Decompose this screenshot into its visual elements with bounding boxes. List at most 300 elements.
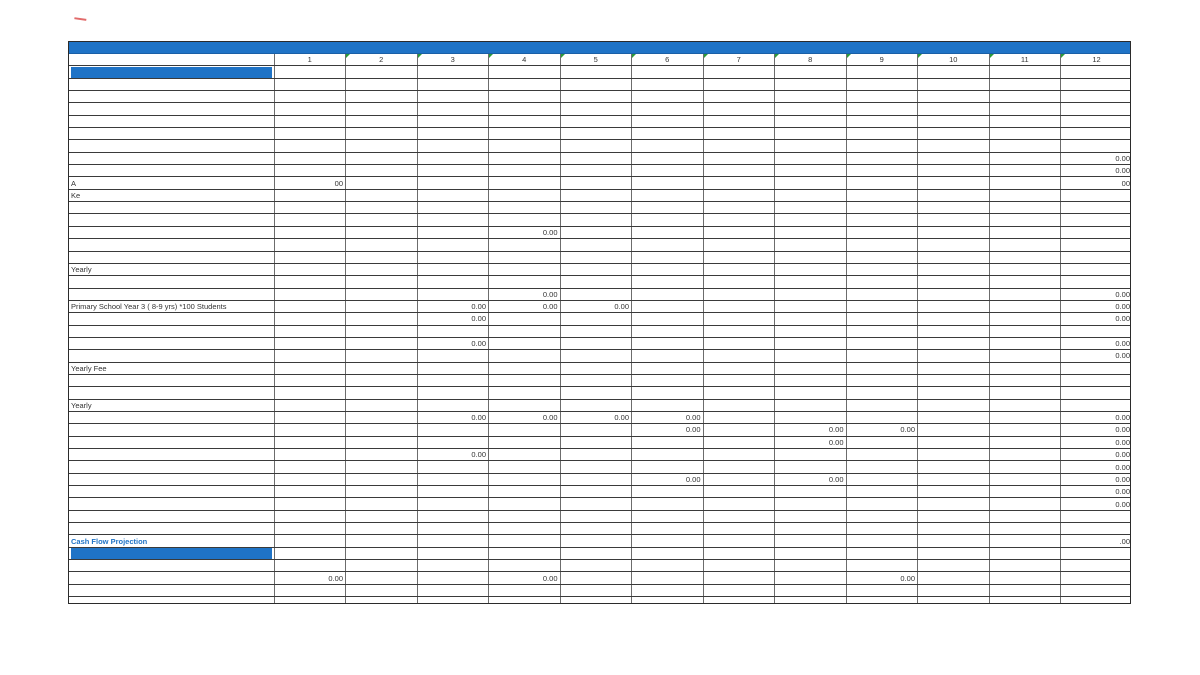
data-cell[interactable]	[560, 473, 632, 485]
data-cell[interactable]	[775, 584, 847, 596]
data-cell[interactable]	[918, 473, 990, 485]
data-cell[interactable]	[775, 128, 847, 140]
data-cell[interactable]	[1061, 189, 1132, 201]
data-cell[interactable]	[918, 103, 990, 115]
column-header[interactable]	[846, 54, 918, 66]
data-cell[interactable]	[846, 214, 918, 226]
data-cell[interactable]	[489, 66, 561, 78]
data-cell[interactable]	[274, 226, 346, 238]
data-cell[interactable]	[703, 510, 775, 522]
data-cell[interactable]	[918, 189, 990, 201]
data-cell[interactable]	[1061, 140, 1132, 152]
row-label[interactable]	[69, 399, 274, 411]
data-cell[interactable]	[560, 449, 632, 461]
data-cell[interactable]	[560, 337, 632, 349]
data-cell[interactable]	[489, 165, 561, 177]
data-cell[interactable]	[989, 189, 1061, 201]
row-label[interactable]	[69, 165, 274, 177]
data-cell[interactable]	[274, 449, 346, 461]
data-cell[interactable]	[417, 115, 489, 127]
row-label[interactable]	[69, 387, 274, 399]
data-cell[interactable]	[417, 152, 489, 164]
column-header[interactable]	[703, 54, 775, 66]
data-cell[interactable]	[274, 597, 346, 604]
data-cell[interactable]	[346, 288, 418, 300]
data-cell[interactable]	[918, 337, 990, 349]
data-cell[interactable]	[560, 66, 632, 78]
data-cell[interactable]	[918, 214, 990, 226]
row-label[interactable]	[69, 300, 274, 312]
data-cell[interactable]	[346, 177, 418, 189]
data-cell[interactable]	[1061, 78, 1132, 90]
data-cell[interactable]	[989, 66, 1061, 78]
data-cell[interactable]	[1061, 214, 1132, 226]
data-cell[interactable]	[632, 535, 704, 547]
column-header[interactable]: 1	[274, 54, 346, 66]
data-cell[interactable]: 0.00	[1061, 350, 1132, 362]
data-cell[interactable]	[417, 325, 489, 337]
row-label[interactable]	[69, 498, 274, 510]
data-cell[interactable]	[560, 103, 632, 115]
data-cell[interactable]	[918, 325, 990, 337]
data-cell[interactable]	[632, 486, 704, 498]
row-label[interactable]	[69, 276, 274, 288]
data-cell[interactable]	[1061, 572, 1132, 584]
data-cell[interactable]	[560, 399, 632, 411]
data-cell[interactable]	[489, 498, 561, 510]
data-cell[interactable]	[560, 461, 632, 473]
data-cell[interactable]	[775, 226, 847, 238]
data-cell[interactable]	[775, 350, 847, 362]
data-cell[interactable]	[1061, 547, 1132, 559]
data-cell[interactable]	[417, 239, 489, 251]
data-cell[interactable]: 0.00	[1061, 461, 1132, 473]
data-cell[interactable]	[632, 152, 704, 164]
data-cell[interactable]	[417, 251, 489, 263]
data-cell[interactable]	[846, 486, 918, 498]
data-cell[interactable]	[632, 337, 704, 349]
data-cell[interactable]	[918, 597, 990, 604]
data-cell[interactable]	[489, 387, 561, 399]
data-cell[interactable]	[417, 165, 489, 177]
data-cell[interactable]	[560, 424, 632, 436]
data-cell[interactable]	[918, 560, 990, 572]
data-cell[interactable]	[274, 189, 346, 201]
data-cell[interactable]: .00	[1061, 535, 1132, 547]
data-cell[interactable]	[918, 436, 990, 448]
data-cell[interactable]	[775, 263, 847, 275]
data-cell[interactable]	[274, 374, 346, 386]
data-cell[interactable]	[489, 449, 561, 461]
data-cell[interactable]	[775, 325, 847, 337]
data-cell[interactable]	[274, 535, 346, 547]
data-cell[interactable]	[274, 560, 346, 572]
data-cell[interactable]	[775, 115, 847, 127]
data-cell[interactable]	[417, 350, 489, 362]
data-cell[interactable]	[274, 547, 346, 559]
data-cell[interactable]	[846, 276, 918, 288]
data-cell[interactable]	[560, 276, 632, 288]
data-cell[interactable]	[918, 374, 990, 386]
data-cell[interactable]	[918, 387, 990, 399]
data-cell[interactable]	[489, 91, 561, 103]
data-cell[interactable]	[918, 226, 990, 238]
data-cell[interactable]	[489, 535, 561, 547]
data-cell[interactable]	[775, 498, 847, 510]
data-cell[interactable]	[918, 202, 990, 214]
data-cell[interactable]	[346, 165, 418, 177]
data-cell[interactable]	[632, 177, 704, 189]
data-cell[interactable]	[632, 449, 704, 461]
data-cell[interactable]	[918, 288, 990, 300]
row-label[interactable]	[69, 411, 274, 423]
data-cell[interactable]	[632, 140, 704, 152]
data-cell[interactable]	[417, 486, 489, 498]
data-cell[interactable]	[560, 510, 632, 522]
data-cell[interactable]	[560, 165, 632, 177]
data-cell[interactable]	[703, 399, 775, 411]
data-cell[interactable]	[989, 276, 1061, 288]
row-label[interactable]	[69, 584, 274, 596]
data-cell[interactable]	[489, 152, 561, 164]
column-header[interactable]	[346, 54, 418, 66]
data-cell[interactable]	[489, 461, 561, 473]
data-cell[interactable]	[632, 461, 704, 473]
data-cell[interactable]	[703, 498, 775, 510]
data-cell[interactable]	[1061, 251, 1132, 263]
data-cell[interactable]	[560, 177, 632, 189]
data-cell[interactable]	[632, 325, 704, 337]
data-cell[interactable]	[1061, 399, 1132, 411]
data-cell[interactable]	[417, 177, 489, 189]
data-cell[interactable]	[989, 128, 1061, 140]
data-cell[interactable]	[632, 547, 704, 559]
data-cell[interactable]	[989, 523, 1061, 535]
data-cell[interactable]	[989, 325, 1061, 337]
data-cell[interactable]	[489, 597, 561, 604]
data-cell[interactable]	[1061, 263, 1132, 275]
data-cell[interactable]	[417, 387, 489, 399]
data-cell[interactable]	[989, 597, 1061, 604]
data-cell[interactable]	[417, 498, 489, 510]
data-cell[interactable]	[346, 374, 418, 386]
data-cell[interactable]	[560, 226, 632, 238]
data-cell[interactable]	[775, 214, 847, 226]
row-label[interactable]	[69, 473, 274, 485]
data-cell[interactable]	[274, 78, 346, 90]
data-cell[interactable]	[846, 473, 918, 485]
data-cell[interactable]	[846, 461, 918, 473]
column-header[interactable]	[1061, 54, 1132, 66]
data-cell[interactable]	[775, 300, 847, 312]
data-cell[interactable]	[346, 399, 418, 411]
data-cell[interactable]	[989, 560, 1061, 572]
data-cell[interactable]	[918, 411, 990, 423]
data-cell[interactable]: 0.00	[489, 572, 561, 584]
data-cell[interactable]	[632, 251, 704, 263]
data-cell[interactable]	[918, 78, 990, 90]
data-cell[interactable]	[560, 597, 632, 604]
data-cell[interactable]	[775, 140, 847, 152]
data-cell[interactable]	[918, 177, 990, 189]
data-cell[interactable]	[846, 263, 918, 275]
data-cell[interactable]	[560, 374, 632, 386]
data-cell[interactable]	[703, 535, 775, 547]
data-cell[interactable]	[918, 547, 990, 559]
data-cell[interactable]	[989, 140, 1061, 152]
data-cell[interactable]	[632, 300, 704, 312]
data-cell[interactable]	[1061, 66, 1132, 78]
data-cell[interactable]	[346, 103, 418, 115]
data-cell[interactable]	[775, 66, 847, 78]
data-cell[interactable]	[274, 239, 346, 251]
column-header[interactable]	[775, 54, 847, 66]
data-cell[interactable]	[560, 436, 632, 448]
data-cell[interactable]	[346, 276, 418, 288]
data-cell[interactable]	[918, 399, 990, 411]
data-cell[interactable]	[703, 547, 775, 559]
data-cell[interactable]	[274, 486, 346, 498]
data-cell[interactable]	[846, 337, 918, 349]
data-cell[interactable]	[703, 486, 775, 498]
data-cell[interactable]	[632, 78, 704, 90]
data-cell[interactable]	[703, 436, 775, 448]
data-cell[interactable]	[274, 288, 346, 300]
row-label[interactable]	[69, 337, 274, 349]
data-cell[interactable]	[274, 202, 346, 214]
data-cell[interactable]	[775, 165, 847, 177]
data-cell[interactable]	[846, 152, 918, 164]
data-cell[interactable]	[632, 214, 704, 226]
data-cell[interactable]	[918, 276, 990, 288]
data-cell[interactable]	[846, 165, 918, 177]
data-cell[interactable]	[989, 486, 1061, 498]
data-cell[interactable]	[489, 115, 561, 127]
data-cell[interactable]	[703, 313, 775, 325]
data-cell[interactable]	[417, 276, 489, 288]
data-cell[interactable]	[918, 449, 990, 461]
data-cell[interactable]	[274, 461, 346, 473]
data-cell[interactable]	[560, 78, 632, 90]
data-cell[interactable]	[489, 103, 561, 115]
data-cell[interactable]	[989, 461, 1061, 473]
data-cell[interactable]	[560, 486, 632, 498]
data-cell[interactable]	[918, 362, 990, 374]
data-cell[interactable]	[989, 572, 1061, 584]
data-cell[interactable]	[1061, 560, 1132, 572]
data-cell[interactable]	[632, 189, 704, 201]
data-cell[interactable]	[775, 510, 847, 522]
data-cell[interactable]	[346, 337, 418, 349]
data-cell[interactable]	[274, 214, 346, 226]
data-cell[interactable]	[703, 103, 775, 115]
data-cell[interactable]	[703, 239, 775, 251]
data-cell[interactable]	[775, 523, 847, 535]
data-cell[interactable]	[489, 473, 561, 485]
data-cell[interactable]	[346, 189, 418, 201]
data-cell[interactable]: 0.00	[1061, 436, 1132, 448]
data-cell[interactable]: 0.00	[560, 300, 632, 312]
data-cell[interactable]	[632, 91, 704, 103]
row-label[interactable]	[69, 177, 274, 189]
data-cell[interactable]	[346, 387, 418, 399]
data-cell[interactable]	[346, 300, 418, 312]
data-cell[interactable]	[274, 337, 346, 349]
data-cell[interactable]	[918, 350, 990, 362]
data-cell[interactable]	[560, 547, 632, 559]
data-cell[interactable]: 0.00	[489, 411, 561, 423]
data-cell[interactable]	[775, 251, 847, 263]
data-cell[interactable]	[703, 276, 775, 288]
data-cell[interactable]	[703, 152, 775, 164]
data-cell[interactable]	[489, 325, 561, 337]
data-cell[interactable]	[632, 128, 704, 140]
row-label[interactable]	[69, 523, 274, 535]
row-label[interactable]	[69, 449, 274, 461]
data-cell[interactable]	[346, 449, 418, 461]
row-label[interactable]	[69, 263, 274, 275]
data-cell[interactable]	[1061, 362, 1132, 374]
data-cell[interactable]	[489, 547, 561, 559]
row-label[interactable]	[69, 103, 274, 115]
data-cell[interactable]	[1061, 510, 1132, 522]
data-cell[interactable]: 0.00	[1061, 473, 1132, 485]
data-cell[interactable]	[918, 152, 990, 164]
data-cell[interactable]	[989, 300, 1061, 312]
data-cell[interactable]	[918, 584, 990, 596]
data-cell[interactable]	[703, 424, 775, 436]
row-label[interactable]	[69, 572, 274, 584]
data-cell[interactable]	[489, 214, 561, 226]
data-cell[interactable]	[417, 461, 489, 473]
row-label[interactable]	[69, 510, 274, 522]
data-cell[interactable]	[918, 461, 990, 473]
column-header[interactable]	[417, 54, 489, 66]
data-cell[interactable]	[1061, 202, 1132, 214]
data-cell[interactable]	[989, 584, 1061, 596]
data-cell[interactable]	[989, 436, 1061, 448]
data-cell[interactable]	[846, 239, 918, 251]
data-cell[interactable]	[632, 276, 704, 288]
data-cell[interactable]	[274, 276, 346, 288]
data-cell[interactable]	[846, 313, 918, 325]
data-cell[interactable]	[632, 597, 704, 604]
data-cell[interactable]	[703, 214, 775, 226]
data-cell[interactable]	[489, 337, 561, 349]
data-cell[interactable]	[703, 66, 775, 78]
data-cell[interactable]	[989, 362, 1061, 374]
data-cell[interactable]: 0.00	[560, 411, 632, 423]
data-cell[interactable]	[1061, 325, 1132, 337]
data-cell[interactable]	[703, 362, 775, 374]
data-cell[interactable]	[1061, 523, 1132, 535]
data-cell[interactable]	[775, 313, 847, 325]
data-cell[interactable]	[989, 350, 1061, 362]
data-cell[interactable]	[918, 424, 990, 436]
data-cell[interactable]: 0.00	[489, 288, 561, 300]
data-cell[interactable]: 0.00	[1061, 152, 1132, 164]
data-cell[interactable]	[632, 115, 704, 127]
data-cell[interactable]	[632, 374, 704, 386]
data-cell[interactable]	[417, 523, 489, 535]
data-cell[interactable]	[775, 387, 847, 399]
data-cell[interactable]	[989, 449, 1061, 461]
data-cell[interactable]	[846, 140, 918, 152]
data-cell[interactable]: 0.00	[489, 226, 561, 238]
data-cell[interactable]	[346, 560, 418, 572]
data-cell[interactable]	[846, 288, 918, 300]
data-cell[interactable]	[775, 411, 847, 423]
data-cell[interactable]	[489, 202, 561, 214]
data-cell[interactable]	[846, 535, 918, 547]
data-cell[interactable]	[775, 547, 847, 559]
data-cell[interactable]	[274, 313, 346, 325]
data-cell[interactable]	[846, 325, 918, 337]
data-cell[interactable]	[274, 66, 346, 78]
data-cell[interactable]	[560, 560, 632, 572]
data-cell[interactable]	[703, 572, 775, 584]
data-cell[interactable]	[632, 66, 704, 78]
data-cell[interactable]	[346, 78, 418, 90]
data-cell[interactable]	[274, 424, 346, 436]
data-cell[interactable]	[417, 597, 489, 604]
data-cell[interactable]	[703, 91, 775, 103]
row-label[interactable]	[69, 140, 274, 152]
data-cell[interactable]	[489, 313, 561, 325]
data-cell[interactable]: 0.00	[1061, 498, 1132, 510]
data-cell[interactable]: 0.00	[632, 424, 704, 436]
data-cell[interactable]: 0.00	[846, 424, 918, 436]
data-cell[interactable]	[918, 140, 990, 152]
data-cell[interactable]	[560, 535, 632, 547]
data-cell[interactable]	[632, 436, 704, 448]
data-cell[interactable]	[489, 78, 561, 90]
row-label[interactable]	[69, 66, 274, 78]
data-cell[interactable]	[274, 91, 346, 103]
data-cell[interactable]	[346, 362, 418, 374]
data-cell[interactable]	[346, 140, 418, 152]
row-label[interactable]	[69, 597, 274, 604]
data-cell[interactable]	[846, 584, 918, 596]
column-header[interactable]	[989, 54, 1061, 66]
data-cell[interactable]	[632, 350, 704, 362]
row-label[interactable]	[69, 239, 274, 251]
data-cell[interactable]	[918, 66, 990, 78]
data-cell[interactable]	[417, 202, 489, 214]
data-cell[interactable]	[417, 535, 489, 547]
data-cell[interactable]	[632, 572, 704, 584]
data-cell[interactable]	[775, 177, 847, 189]
data-cell[interactable]	[489, 486, 561, 498]
row-label[interactable]	[69, 226, 274, 238]
row-label[interactable]	[69, 288, 274, 300]
column-header[interactable]	[918, 54, 990, 66]
data-cell[interactable]	[989, 498, 1061, 510]
data-cell[interactable]	[775, 572, 847, 584]
data-cell[interactable]	[560, 91, 632, 103]
data-cell[interactable]	[489, 189, 561, 201]
data-cell[interactable]	[632, 510, 704, 522]
data-cell[interactable]	[703, 350, 775, 362]
data-cell[interactable]	[989, 115, 1061, 127]
data-cell[interactable]: 0.00	[489, 300, 561, 312]
data-cell[interactable]	[346, 411, 418, 423]
data-cell[interactable]	[489, 399, 561, 411]
data-cell[interactable]	[560, 214, 632, 226]
data-cell[interactable]	[703, 523, 775, 535]
data-cell[interactable]	[703, 128, 775, 140]
data-cell[interactable]	[274, 473, 346, 485]
